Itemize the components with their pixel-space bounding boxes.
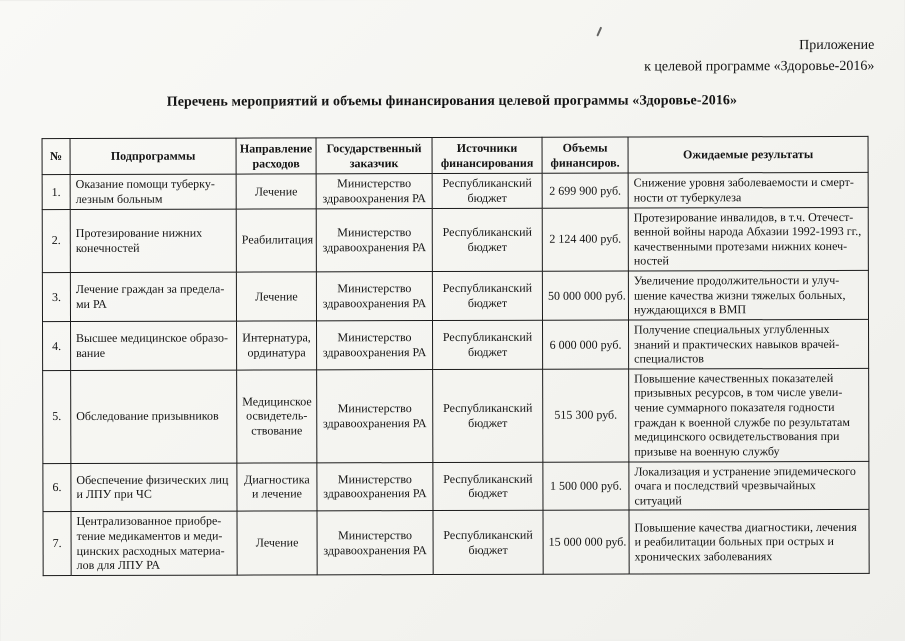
table-row [43, 510, 869, 576]
table-row [42, 207, 868, 273]
table-body [42, 173, 869, 576]
cell-amount: 2 124 400 руб. [542, 208, 628, 272]
cell-source: Республиканский бюджет [433, 511, 543, 575]
cell-results: Локализация и устранение эпидемического очага и последствий чрезвычайных ситуаций [629, 461, 869, 511]
table-row [43, 368, 869, 463]
cell-customer: Министерство здравоохранения РА [317, 511, 433, 575]
cell-amount: 1 500 000 руб. [543, 462, 629, 511]
cell-direction: Лечение [236, 174, 316, 208]
cell-row-number: 1. [42, 175, 70, 209]
cell-customer: Министерство здравоохранения РА [317, 320, 433, 369]
cell-row-number: 7. [43, 512, 71, 576]
cell-row-number: 2. [42, 209, 70, 273]
annex-line-2: к целевой программе «Здоровье-2016» [644, 58, 875, 75]
table-header-row [42, 136, 868, 174]
column-header-subprogram: Подпрограммы [70, 138, 236, 175]
cell-customer: Министерство здравоохранения РА [316, 174, 432, 209]
table-row [43, 461, 869, 512]
cell-customer: Министерство здравоохранения РА [317, 369, 433, 462]
cell-row-number: 4. [43, 321, 71, 370]
cell-source: Республиканский бюджет [432, 208, 542, 272]
cell-amount: 50 000 000 руб. [542, 271, 628, 320]
cell-results: Повышение качественных показателей призывных ресурсов, в том числе увели-чение суммарного показателя годности граждан к военной службе по результатам медицинского освидетельствования при призыве на военную службу [629, 368, 869, 461]
column-header-amount: Объемы финансиров. [542, 137, 628, 173]
cell-subprogram: Централизованное приобре-тение медикаментов и меди-цинских расходных материа-лов для ЛПУ РА [71, 511, 237, 575]
cell-customer: Министерство здравоохранения РА [316, 272, 432, 321]
table-row [42, 270, 868, 321]
cell-subprogram: Высшее медицинское образо-вание [71, 321, 237, 370]
program-table [42, 136, 870, 576]
column-header-source: Источники финансирования [432, 137, 542, 174]
column-header-num: № [42, 139, 70, 175]
cell-row-number: 3. [42, 273, 70, 322]
column-header-customer: Государственный заказчик [316, 138, 432, 175]
cell-direction: Диагностика и лечение [237, 462, 317, 511]
page-title: Перечень мероприятий и объемы финансирования целевой программы «Здоровье-2016» [166, 93, 738, 110]
cell-source: Республиканский бюджет [433, 320, 543, 369]
cell-results: Снижение уровня заболеваемости и смерт-ности от туберкулеза [628, 173, 868, 208]
cell-source: Республиканский бюджет [432, 271, 542, 320]
table-row [43, 319, 869, 370]
cell-direction: Медицинское освидетель-ствование [237, 370, 317, 463]
cell-row-number: 6. [43, 463, 71, 512]
cell-amount: 15 000 000 руб. [543, 510, 629, 574]
stray-pen-mark [596, 27, 602, 37]
cell-customer: Министерство здравоохранения РА [317, 462, 433, 511]
cell-subprogram: Протезирование нижних конечностей [70, 209, 236, 273]
cell-subprogram: Оказание помощи туберку-лезным больным [70, 174, 236, 209]
cell-subprogram: Обеспечение физических лиц и ЛПУ при ЧС [71, 463, 237, 512]
column-header-results: Ожидаемые результаты [628, 136, 868, 173]
cell-amount: 6 000 000 руб. [543, 320, 629, 369]
annex-block [644, 35, 874, 78]
cell-subprogram: Лечение граждан за предела-ми РА [70, 272, 236, 321]
table-row [42, 173, 868, 209]
cell-amount: 515 300 руб. [543, 369, 629, 462]
column-header-direction: Направление расходов [236, 138, 316, 174]
cell-results: Повышение качества диагностики, лечения и реабилитации больных при острых и хронических заболеваниях [629, 510, 869, 574]
cell-subprogram: Обследование призывников [71, 370, 237, 463]
cell-results: Увеличение продолжительности и улуч-шение качества жизни тяжелых больных, нуждающихся в ВМП [628, 270, 868, 320]
cell-results: Протезирование инвалидов, в т.ч. Отечест-венной войны народа Абхазии 1992-1993 гг., качественными протезами нижних конеч-ностей [628, 207, 868, 271]
cell-direction: Интернатура, ординатура [237, 321, 317, 370]
cell-source: Республиканский бюджет [433, 369, 543, 462]
cell-customer: Министерство здравоохранения РА [316, 208, 432, 272]
cell-row-number: 5. [43, 370, 71, 463]
cell-source: Республиканский бюджет [432, 174, 542, 209]
cell-direction: Лечение [236, 272, 316, 321]
cell-direction: Реабилитация [236, 208, 316, 272]
cell-amount: 2 699 900 руб. [542, 173, 628, 207]
cell-direction: Лечение [237, 511, 317, 575]
cell-results: Получение специальных углубленных знаний и практических навыков врачей-специалистов [629, 319, 869, 369]
annex-line-1: Приложение [799, 37, 875, 54]
cell-source: Республиканский бюджет [433, 462, 543, 511]
